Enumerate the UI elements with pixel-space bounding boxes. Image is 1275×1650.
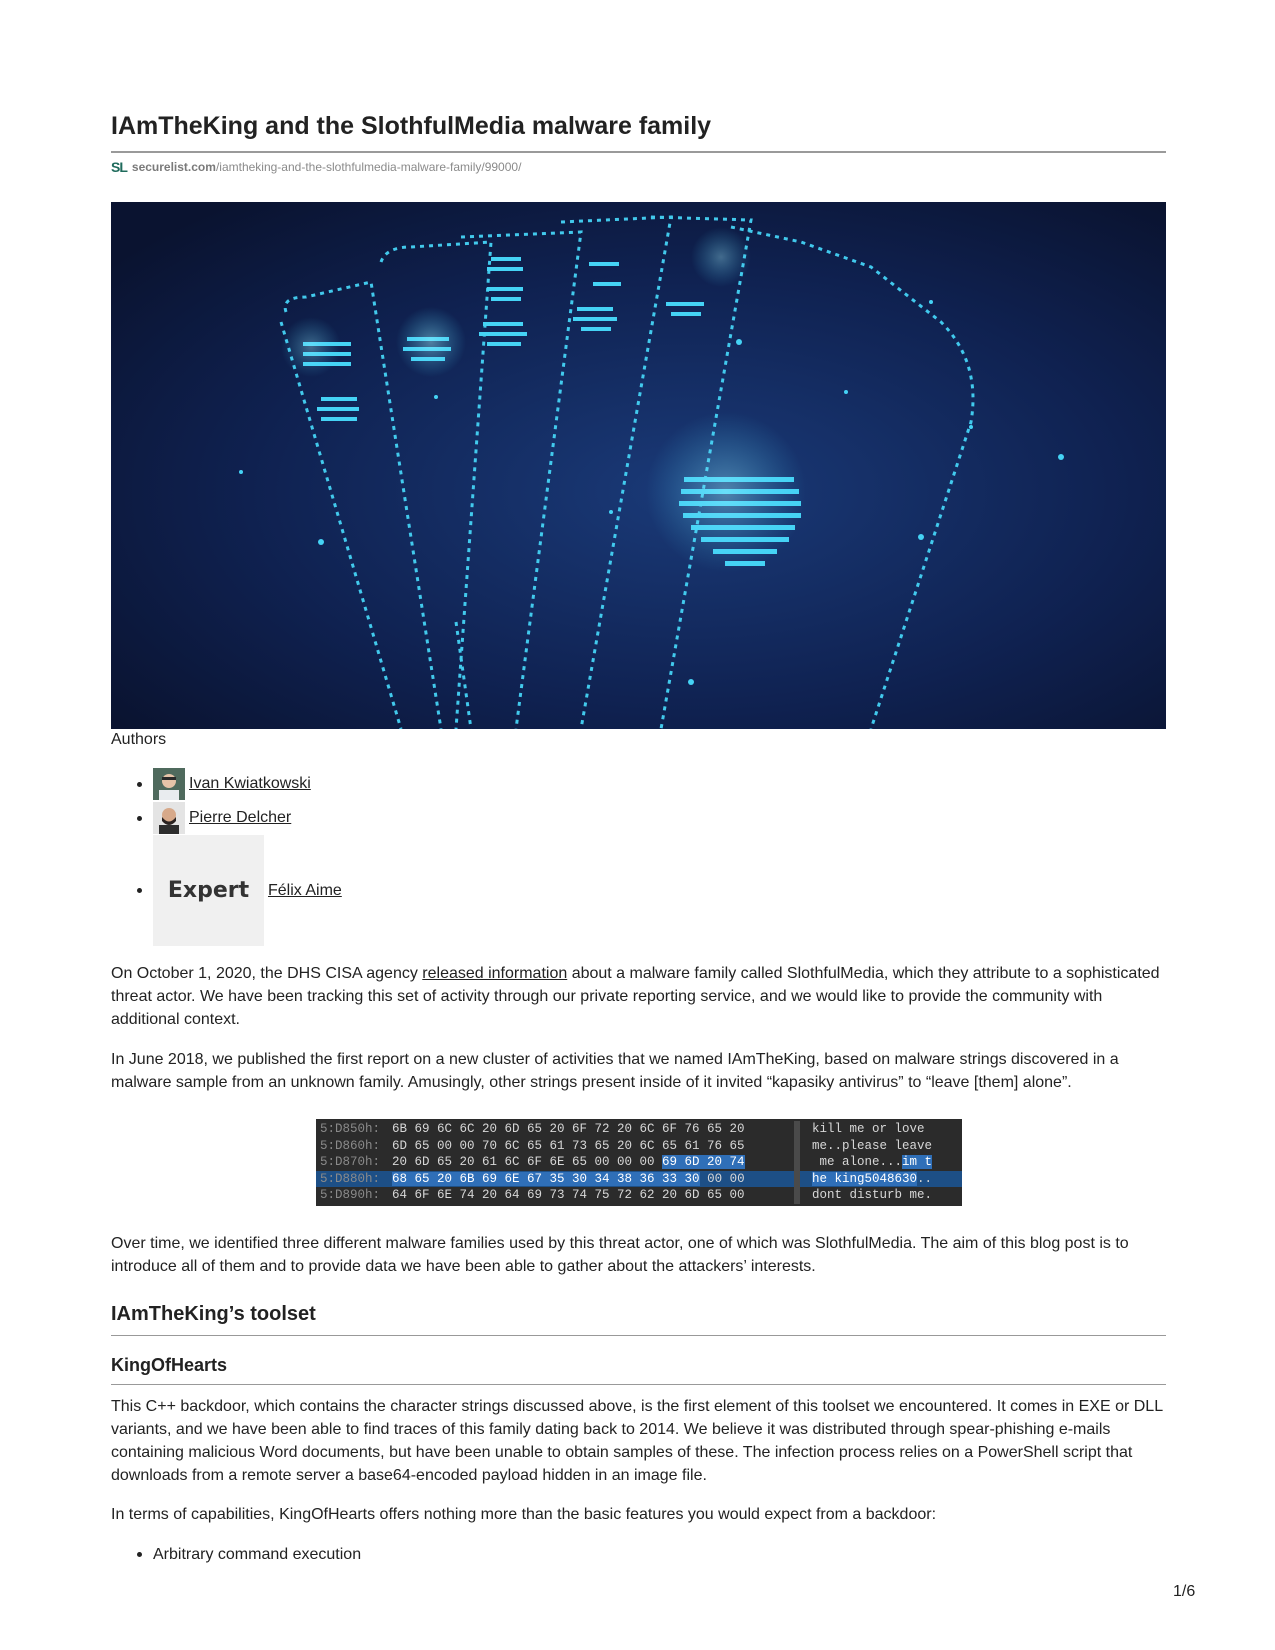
source-path: /iamtheking-and-the-slothfulmedia-malware-family/99000/ bbox=[215, 160, 522, 174]
author-list bbox=[111, 768, 342, 946]
section-divider bbox=[111, 1335, 1166, 1336]
author-link[interactable]: Pierre Delcher bbox=[189, 809, 292, 826]
subsection-divider bbox=[111, 1384, 1166, 1385]
list-item: Arbitrary command execution bbox=[111, 1543, 361, 1566]
title-divider bbox=[111, 151, 1166, 153]
hexdump-row: 5:D890h: 64 6F 6E 74 20 64 69 73 74 75 72 62 20 6D 65 00 dont disturb me. bbox=[320, 1188, 933, 1203]
page-number: 1/6 bbox=[1173, 1583, 1196, 1600]
page-title: IAmTheKing and the SlothfulMedia malware family bbox=[111, 112, 712, 140]
capabilities-list bbox=[111, 1543, 361, 1566]
source-domain: securelist.com bbox=[131, 160, 216, 174]
hexdump-image bbox=[316, 1119, 962, 1206]
securelist-logo-icon: SL bbox=[111, 159, 127, 175]
hexdump-row: 5:D860h: 6D 65 00 00 70 6C 65 61 73 65 20 6C 65 61 76 65 me..please leave bbox=[320, 1138, 933, 1153]
section-heading: IAmTheKing’s toolset bbox=[111, 1303, 316, 1325]
authors-label: Authors bbox=[111, 731, 167, 748]
avatar[interactable]: Expert bbox=[153, 835, 264, 946]
paragraph: On October 1, 2020, the DHS CISA agency released information about a malware family called SlothfulMedia, which they attribute to a sophisticated threat actor. We have been tracking this set of activity through our private reporting service, and we would like to provide the community with additional context. bbox=[111, 965, 1160, 1028]
paragraph: In June 2018, we published the first report on a new cluster of activities that we named IAmTheKing, based on malware strings discovered in a malware sample from an unknown family. Amusingly, other strings present inside of it invited “kapasiky antivirus” to “leave [them] alone”. bbox=[111, 1051, 1119, 1091]
released-information-link[interactable]: released information bbox=[422, 965, 568, 982]
hexdump-row: 5:D870h: 20 6D 65 20 61 6C 6F 6E 65 00 00 00 69 6D 20 74 me alone...im t bbox=[320, 1155, 933, 1170]
paragraph: In terms of capabilities, KingOfHearts offers nothing more than the basic features you would expect from a backdoor: bbox=[111, 1506, 937, 1523]
list-item bbox=[111, 802, 342, 834]
hexdump-row: 5:D850h: 6B 69 6C 6C 20 6D 65 20 6F 72 20 6C 6F 76 65 20 kill me or love bbox=[320, 1122, 933, 1136]
source-url[interactable] bbox=[111, 159, 521, 175]
hexdump-row: 5:D880h: 68 65 20 6B 69 6E 67 35 30 34 38 36 33 30 00 00 he king5048630.. bbox=[316, 1171, 962, 1188]
subsection-heading: KingOfHearts bbox=[111, 1355, 228, 1375]
paragraph: Over time, we identified three different malware families used by this threat actor, one of which was SlothfulMedia. The aim of this blog post is to introduce all of them and to provide data we have been able to gather about the attackers’ interests. bbox=[111, 1235, 1129, 1275]
avatar[interactable] bbox=[153, 802, 185, 834]
author-link[interactable]: Félix Aime bbox=[268, 881, 342, 899]
list-item bbox=[111, 835, 342, 946]
list-item bbox=[111, 768, 342, 800]
paragraph: This C++ backdoor, which contains the character strings discussed above, is the first element of this toolset we encountered. It comes in EXE or DLL variants, and we have been able to find traces of this family dating back to 2014. We believe it was distributed through spear-phishing e-mails containing malicious Word documents, but have been unable to obtain samples of these. The infection process relies on a PowerShell script that downloads from a remote server a base64-encoded payload hidden in an image file. bbox=[111, 1398, 1163, 1484]
hero-image bbox=[111, 202, 1166, 729]
author-link[interactable]: Ivan Kwiatkowski bbox=[189, 775, 311, 792]
avatar[interactable] bbox=[153, 768, 185, 800]
